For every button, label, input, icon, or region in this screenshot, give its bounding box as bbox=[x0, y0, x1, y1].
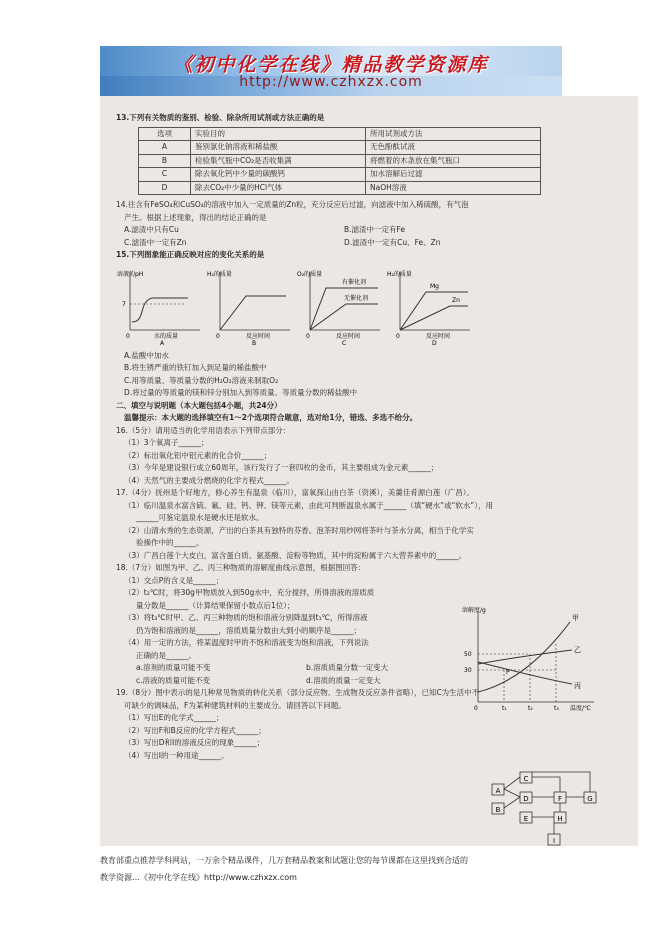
q13-header-option: 选项 bbox=[139, 127, 191, 141]
table-row bbox=[139, 181, 541, 195]
graph-d-line1: Mg bbox=[430, 282, 439, 290]
q18-stem: 18.（7分）如图为甲、乙、丙三种物质的溶解度曲线示意图，根据图回答： bbox=[116, 563, 366, 572]
q18-line-2: （2）t₂℃时，将30g甲物质放入到50g水中，充分搅拌，所得溶液的溶质质 bbox=[124, 588, 375, 597]
q13-cell: B bbox=[139, 154, 191, 168]
flow-node-e: E bbox=[523, 815, 529, 823]
q13-cell: 除去CO₂中少量的HCl气体 bbox=[191, 181, 366, 195]
q19-line-4: （4）写出I的一种用途______。 bbox=[124, 750, 229, 760]
sol-tick-30: 30 bbox=[464, 667, 472, 674]
graph-b-ylabel: H₂的质量 bbox=[207, 270, 232, 278]
sol-tick-50: 50 bbox=[464, 651, 472, 658]
sol-label-jia: 甲 bbox=[572, 614, 579, 622]
transformation-flow-chart bbox=[490, 768, 610, 846]
graph-c-origin: 0 bbox=[306, 332, 310, 340]
q19-line-1: （1）写出E的化学式______； bbox=[124, 713, 224, 722]
q19-line-2: （2）写出F和B反应的化学方程式______； bbox=[124, 725, 266, 735]
graph-b-xlabel: 反应时间 bbox=[246, 332, 271, 340]
q13-table bbox=[138, 127, 541, 196]
q17-line-1: （1）临川温泉水富含硫、氟、硅、钙、钾、镁等元素，由此可判断温泉水属于______（填“硬水”或“软水”），用 bbox=[124, 500, 494, 510]
graph-d-ylabel: H₂的质量 bbox=[387, 270, 412, 278]
flow-node-b: B bbox=[495, 806, 501, 814]
graph-b-origin: 0 bbox=[216, 332, 220, 340]
sol-label-p: P bbox=[506, 669, 510, 676]
q14-options bbox=[116, 224, 616, 249]
q16-line-2: （2）标出氧化铝中铝元素的化合价______； bbox=[124, 450, 272, 460]
q18-line-3: （3）将t₃℃时甲、乙、丙三种物质的饱和溶液分别降温到t₁℃，所得溶液 bbox=[124, 613, 368, 622]
sol-origin: 0 bbox=[474, 705, 478, 712]
graph-a-origin: 0 bbox=[126, 332, 130, 340]
flow-node-a: A bbox=[495, 787, 501, 795]
graph-c-line1: 有催化剂 bbox=[342, 278, 367, 286]
solubility-chart bbox=[460, 604, 600, 716]
graph-d-letter: D bbox=[432, 339, 437, 346]
sol-t1: t₁ bbox=[502, 705, 507, 712]
q14-option-c: C.滤渣中一定有Zn bbox=[124, 237, 187, 247]
q15-option-c: C.用等质量、等质量分数的H₂O₂溶液来制取O₂ bbox=[124, 375, 279, 385]
q16-line-1: （1）3个氧离子______； bbox=[124, 438, 209, 447]
q13-cell: C bbox=[139, 168, 191, 182]
graph-a-letter: A bbox=[160, 339, 165, 346]
q16-line-4: （4）天然气的主要成分燃烧的化学方程式______。 bbox=[124, 475, 294, 485]
q14-option-a: A.滤渣中只有Cu bbox=[124, 225, 179, 234]
graph-d-origin: 0 bbox=[396, 332, 400, 340]
banner-title: 《初中化学在线》精品教学资源库 bbox=[173, 54, 489, 76]
graph-c-ylabel: O₂的质量 bbox=[297, 270, 323, 278]
sol-t2: t₂ bbox=[528, 705, 533, 712]
flow-node-c: C bbox=[523, 775, 529, 783]
site-banner bbox=[100, 46, 562, 96]
q13-stem: 13.下列有关物质的鉴别、检验、除杂所用试剂或方法正确的是 bbox=[116, 113, 325, 122]
q15-graphs bbox=[116, 266, 616, 348]
q17-line-1b: ______可鉴定温泉水是硬水还是软水。 bbox=[136, 513, 264, 522]
q16-stem: 16.（5分）请用适当的化学用语表示下列带点部分： bbox=[116, 425, 291, 435]
banner-url[interactable]: http://www.czhxzx.com bbox=[239, 74, 423, 90]
q13-cell: A bbox=[139, 141, 191, 155]
q18-line-4b: 正确的是______。 bbox=[136, 650, 196, 660]
q13-cell: 检验集气瓶中CO₂是否收集满 bbox=[191, 154, 366, 168]
q14-stem-cont: 产生。根据上述现象，得出的结论正确的是 bbox=[124, 212, 267, 222]
q15-graph-b bbox=[206, 266, 298, 346]
graph-a-tick: 7 bbox=[122, 300, 126, 308]
q15-option-a: A.盐酸中加水 bbox=[124, 350, 169, 360]
q14-option-b: B.滤渣中一定有Fe bbox=[344, 225, 406, 234]
q18-option-c: c.溶液的质量可能不变 bbox=[136, 675, 211, 685]
q15-option-b: B.将生锈严重的铁钉加入到足量的稀盐酸中 bbox=[124, 363, 267, 372]
q19-stem-cont: 可缺少的调味品，F为某种建筑材料的主要成分。请回答以下问题。 bbox=[124, 700, 346, 710]
q17-stem: 17.（4分）抚州是个好地方，修心养生有温泉（临川），富氧探山由白茶（资溪），美羹佳肴源白莲（广昌）。 bbox=[116, 488, 474, 497]
q15-stem: 15.下列图象能正确反映对应的变化关系的是 bbox=[116, 250, 265, 259]
flow-node-i: I bbox=[552, 837, 556, 845]
sol-t3: t₃ bbox=[554, 705, 559, 712]
table-row bbox=[139, 154, 541, 168]
graph-c-letter: C bbox=[342, 339, 347, 346]
sol-label-bing: 丙 bbox=[574, 682, 581, 690]
q17-line-3: （3）广昌白莲个大皮白，富含蛋白质、氨基酸、淀粉等物质，其中的淀粉属于六大营养素中的______。 bbox=[124, 550, 467, 560]
graph-d-line2: Zn bbox=[452, 296, 460, 304]
graph-a-ylabel: 溶液的pH bbox=[117, 270, 144, 278]
footer-line-1: 教育部重点推荐学科网站，一万余个精品课件，几万套精品教案和试题让您的每节课都在这里找到合适的 bbox=[100, 856, 468, 865]
q18-line-3b: 仍为饱和溶液的是______，溶质质量分数由大到小的顺序是______； bbox=[136, 625, 361, 635]
q18-option-b: b.溶质质量分数一定变大 bbox=[306, 663, 389, 672]
scanned-exam-page bbox=[100, 96, 638, 846]
q13-header-row bbox=[139, 127, 541, 141]
section-2-title: 二、填空与说明题（本大题包括4小题，共24分） bbox=[116, 400, 282, 410]
q16-line-3: （3）今年是建设银行成立60周年，该行发行了一套四枚的金币，其主要组成为金元素______； bbox=[124, 463, 439, 472]
q13-header-method: 所用试剂或方法 bbox=[366, 127, 541, 141]
graph-a-xlabel: 水的质量 bbox=[154, 332, 179, 340]
q13-cell: 无色酚酞试液 bbox=[366, 141, 541, 155]
q13-cell: 鉴别氯化钠溶液和稀盐酸 bbox=[191, 141, 366, 155]
flow-node-h: H bbox=[557, 815, 563, 823]
q13-cell: 除去氧化钙中少量的碳酸钙 bbox=[191, 168, 366, 182]
q15-option-d: D.将过量的等质量的镁和锌分别加入到等质量、等质量分数的稀盐酸中 bbox=[124, 388, 358, 397]
q17-line-2: （2）山清水秀的生态资源，产出的白茶具有独特的芬香。泡茶时用纱网将茶叶与茶水分离，相当于化学实 bbox=[124, 525, 474, 535]
q13-cell: 加水溶解后过滤 bbox=[366, 168, 541, 182]
q13-header-purpose: 实验目的 bbox=[191, 127, 366, 141]
section-2-tip: 温馨提示：本大题的选择填空有1～2个选项符合题意，选对给1分，错选、多选不给分。 bbox=[124, 413, 418, 422]
q15-graph-c bbox=[296, 266, 388, 346]
table-row bbox=[139, 141, 541, 155]
q13-cell: NaOH溶液 bbox=[366, 181, 541, 195]
q18-line-2b: 量分数是______（计算结果保留小数点后1位）； bbox=[136, 600, 295, 610]
page-footer bbox=[100, 852, 620, 886]
q19-stem: 19.（8分）图中表示的是几种常见物质的转化关系（部分反应物、生成物及反应条件省略），已知C为生活中不 bbox=[116, 688, 480, 697]
q18-line-4: （4）用一定的方法，将某温度时甲的不饱和溶液变为饱和溶液，下列说法 bbox=[124, 638, 369, 647]
sol-ylabel: 溶解度/g bbox=[462, 607, 486, 614]
q15-graph-a bbox=[116, 266, 208, 346]
q13-cell: D bbox=[139, 181, 191, 195]
graph-d-xlabel: 反应时间 bbox=[426, 332, 451, 340]
q18-line-1: （1）交点P的含义是______； bbox=[124, 575, 224, 585]
table-row bbox=[139, 168, 541, 182]
q14-option-d: D.滤渣中一定有Cu、Fe、Zn bbox=[344, 237, 441, 247]
graph-b-letter: B bbox=[252, 339, 257, 346]
sol-xlabel: 温度/℃ bbox=[570, 705, 591, 712]
q17-line-2b: 验操作中的______。 bbox=[136, 538, 204, 547]
q18-option-a: a.溶剂的质量可能不变 bbox=[136, 663, 211, 672]
q19-line-3: （3）写出D和I的溶液反应的现象______； bbox=[124, 738, 265, 747]
q15-graph-d bbox=[386, 266, 478, 346]
sol-label-yi: 乙 bbox=[574, 646, 581, 654]
flow-node-f: F bbox=[557, 795, 563, 803]
q13-cell: 将燃着的木条放在集气瓶口 bbox=[366, 154, 541, 168]
q14-stem: 14.往含有FeSO₄和CuSO₄的溶液中加入一定质量的Zn粒，充分反应后过滤，向滤液中加入稀硫酸，有气泡 bbox=[116, 200, 469, 209]
q18-option-d: d.溶质的质量一定变大 bbox=[306, 675, 381, 685]
footer-line-2[interactable]: 教学资源…《初中化学在线》http://www.czhxzx.com bbox=[100, 873, 297, 882]
graph-c-xlabel: 反应时间 bbox=[336, 332, 361, 340]
flow-node-d: D bbox=[523, 795, 529, 803]
graph-c-line2: 无催化剂 bbox=[344, 294, 369, 302]
flow-node-g: G bbox=[587, 795, 593, 803]
